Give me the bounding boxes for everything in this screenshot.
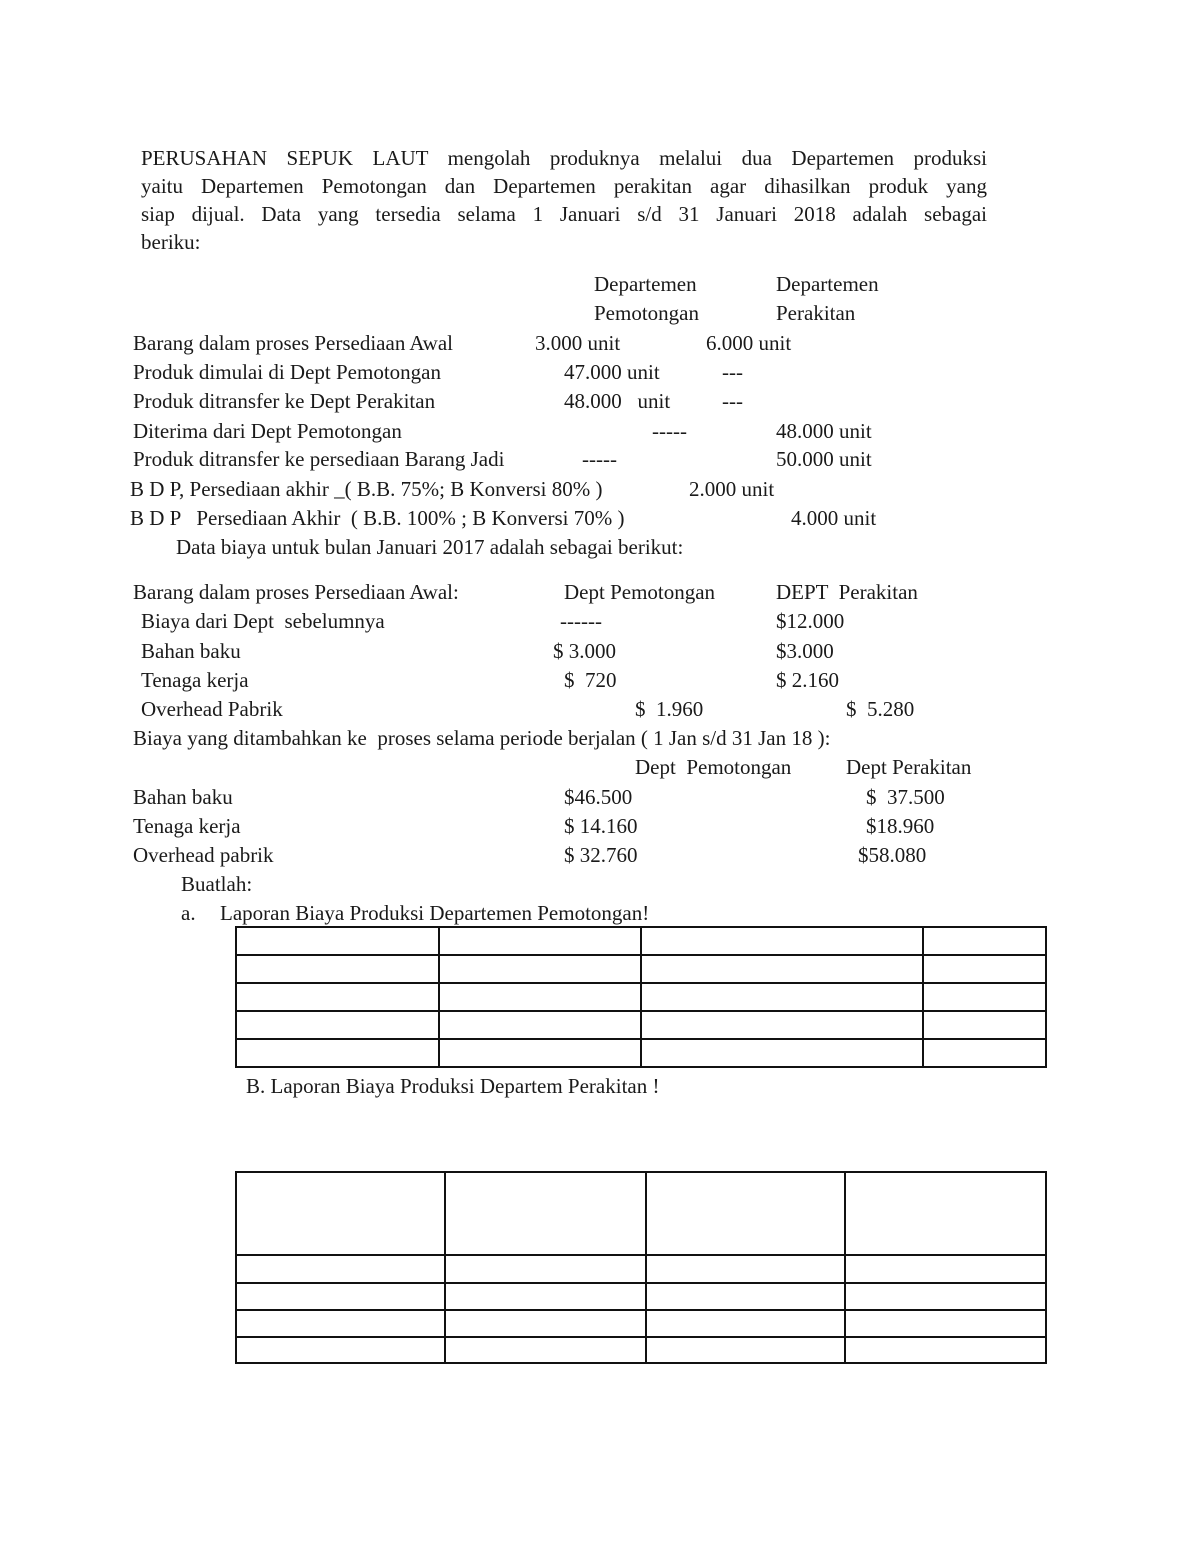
added-title: Biaya yang ditambahkan ke proses selama periode berjalan ( 1 Jan s/d 31 Jan 18 ):: [133, 726, 831, 750]
table-cell: [445, 1283, 646, 1310]
added-col1: Dept Pemotongan: [635, 755, 792, 779]
intro-line: siap dijual. Data yang tersedia selama 1 Januari s/d 31 Januari 2018 adalah sebagai: [141, 202, 987, 226]
beginning-col2: DEPT Perakitan: [776, 580, 918, 604]
units-header-col2-line1: Departemen: [776, 272, 879, 296]
added-row-value: $ 14.160: [564, 814, 638, 838]
table-row: [236, 1310, 1046, 1337]
tasks-heading: Buatlah:: [181, 872, 253, 896]
beginning-row-label: Overhead Pabrik: [141, 697, 283, 721]
table-cell: [646, 1310, 846, 1337]
units-row-value: -----: [652, 419, 687, 443]
table-row: [236, 1011, 1046, 1039]
table-row: [236, 983, 1046, 1011]
task-b-text: B. Laporan Biaya Produksi Departem Perakitan !: [246, 1074, 660, 1098]
table-cell: [236, 1310, 445, 1337]
task-a-marker: a.: [181, 901, 196, 925]
units-row-value: 47.000 unit: [564, 360, 660, 384]
units-row-label: Diterima dari Dept Pemotongan: [133, 419, 402, 443]
table-cell: [923, 927, 1046, 955]
table-cell: [923, 1039, 1046, 1067]
intro-line: beriku:: [141, 230, 201, 254]
units-row-value: 48.000 unit: [776, 419, 872, 443]
beginning-title: Barang dalam proses Persediaan Awal:: [133, 580, 459, 604]
units-row-label: Produk dimulai di Dept Pemotongan: [133, 360, 441, 384]
table-cell: [646, 1255, 846, 1283]
beginning-row-value: $ 720: [564, 668, 617, 692]
table-cell: [641, 983, 923, 1011]
table-cell: [439, 983, 641, 1011]
table-cell: [236, 1039, 439, 1067]
table-cell: [641, 1011, 923, 1039]
units-row-value: 3.000 unit: [535, 331, 621, 355]
table-cell: [845, 1255, 1046, 1283]
table-row: [236, 1255, 1046, 1283]
table-row: [236, 1283, 1046, 1310]
units-row-label: B D P, Persediaan akhir _( B.B. 75%; B Konversi 80% ): [130, 477, 603, 501]
added-row-label: Tenaga kerja: [133, 814, 241, 838]
added-row-value: $ 37.500: [866, 785, 945, 809]
added-row-value: $58.080: [858, 843, 927, 867]
table-cell: [923, 955, 1046, 983]
beginning-row-label: Bahan baku: [141, 639, 241, 663]
table-cell: [923, 1011, 1046, 1039]
units-row-value: -----: [582, 447, 617, 471]
table-row: [236, 1172, 1046, 1255]
units-header-col2-line2: Perakitan: [776, 301, 856, 325]
table-cell: [445, 1310, 646, 1337]
table-cell: [445, 1172, 646, 1255]
beginning-row-value: $ 3.000: [553, 639, 616, 663]
table-cell: [641, 927, 923, 955]
beginning-row-value: ------: [560, 609, 602, 633]
added-row-label: Overhead pabrik: [133, 843, 274, 867]
units-row-label: Produk ditransfer ke Dept Perakitan: [133, 389, 436, 413]
units-row-value: 50.000 unit: [776, 447, 872, 471]
table-row: [236, 1337, 1046, 1363]
added-row-label: Bahan baku: [133, 785, 233, 809]
units-row-label: B D P Persediaan Akhir ( B.B. 100% ; B Konversi 70% ): [130, 506, 625, 530]
table-a-blank: [235, 926, 1047, 1068]
added-row-value: $18.960: [866, 814, 935, 838]
cost-intro: Data biaya untuk bulan Januari 2017 adalah sebagai berikut:: [176, 535, 684, 559]
intro-line: yaitu Departemen Pemotongan dan Departemen perakitan agar dihasilkan produk yang: [141, 174, 987, 198]
units-row-label: Barang dalam proses Persediaan Awal: [133, 331, 453, 355]
beginning-row-value: $3.000: [776, 639, 834, 663]
table-cell: [923, 983, 1046, 1011]
table-row: [236, 927, 1046, 955]
added-col2: Dept Perakitan: [846, 755, 972, 779]
beginning-row-label: Biaya dari Dept sebelumnya: [141, 609, 385, 633]
table-row: [236, 955, 1046, 983]
table-cell: [445, 1255, 646, 1283]
intro-line: PERUSAHAN SEPUK LAUT mengolah produknya melalui dua Departemen produksi: [141, 146, 987, 170]
intro-paragraph: [141, 144, 987, 256]
added-row-value: $ 32.760: [564, 843, 638, 867]
units-header-col1-line2: Pemotongan: [594, 301, 699, 325]
table-cell: [646, 1337, 846, 1363]
added-row-value: $46.500: [564, 785, 633, 809]
table-b-blank: [235, 1171, 1047, 1364]
beginning-col1: Dept Pemotongan: [564, 580, 716, 604]
table-cell: [236, 983, 439, 1011]
table-cell: [646, 1283, 846, 1310]
table-cell: [439, 1039, 641, 1067]
table-cell: [236, 1172, 445, 1255]
table-cell: [641, 955, 923, 983]
table-cell: [439, 955, 641, 983]
table-cell: [646, 1172, 846, 1255]
units-header-col1-line1: Departemen: [594, 272, 697, 296]
table-cell: [439, 927, 641, 955]
table-cell: [845, 1172, 1046, 1255]
task-a-text: Laporan Biaya Produksi Departemen Pemotongan!: [220, 901, 650, 925]
units-row-value: 6.000 unit: [706, 331, 792, 355]
table-cell: [236, 1011, 439, 1039]
table-cell: [439, 1011, 641, 1039]
table-cell: [641, 1039, 923, 1067]
table-cell: [845, 1310, 1046, 1337]
table-cell: [236, 1255, 445, 1283]
beginning-row-value: $ 2.160: [776, 668, 839, 692]
units-row-value: ---: [722, 389, 743, 413]
table-cell: [845, 1337, 1046, 1363]
units-row-value: ---: [722, 360, 743, 384]
units-row-value: 48.000 unit: [564, 389, 671, 413]
units-row-label: Produk ditransfer ke persediaan Barang Jadi: [133, 447, 505, 471]
table-cell: [845, 1283, 1046, 1310]
table-cell: [445, 1337, 646, 1363]
table-cell: [236, 927, 439, 955]
table-cell: [236, 955, 439, 983]
beginning-row-value: $12.000: [776, 609, 845, 633]
beginning-row-label: Tenaga kerja: [141, 668, 249, 692]
table-cell: [236, 1337, 445, 1363]
table-row: [236, 1039, 1046, 1067]
table-cell: [236, 1283, 445, 1310]
units-row-value: 2.000 unit: [689, 477, 775, 501]
beginning-row-value: $ 1.960: [635, 697, 704, 721]
units-row-value: 4.000 unit: [791, 506, 877, 530]
beginning-row-value: $ 5.280: [846, 697, 915, 721]
